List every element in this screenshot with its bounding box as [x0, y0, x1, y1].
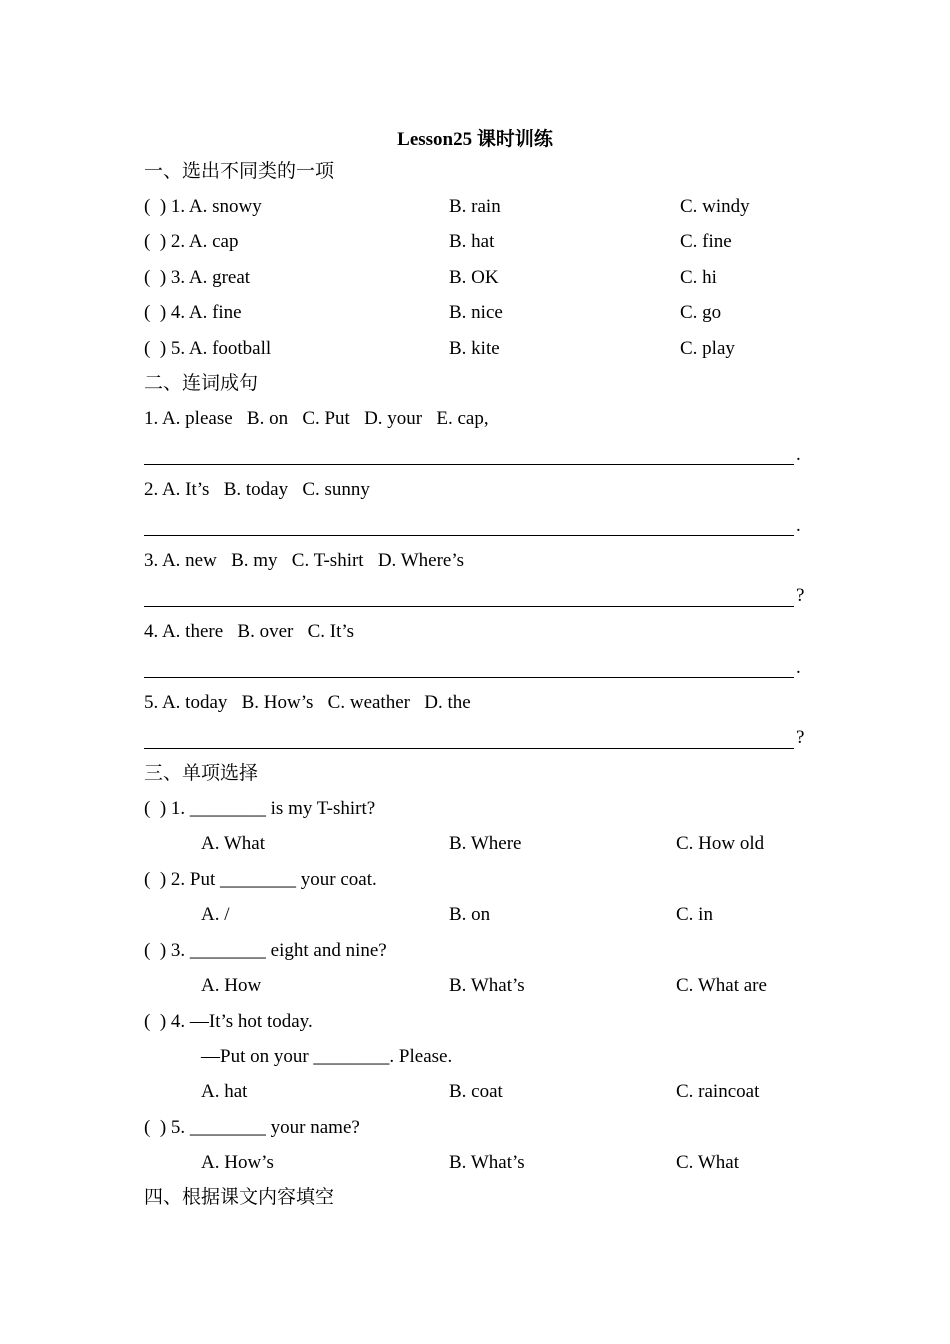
s3-q1-stem: ( ) 1. ________ is my T-shirt? — [144, 798, 376, 819]
s1-q2-option-a: ( ) 2. A. cap — [144, 231, 239, 252]
s2-q5-end-punct: ? — [796, 727, 805, 748]
section-heading-4: 四、根据课文内容填空 — [144, 1187, 335, 1208]
s2-q4-words: 4. A. there B. over C. It’s — [144, 621, 355, 642]
s3-q4-option-b: B. coat — [449, 1081, 503, 1102]
s1-q5-option-c: C. play — [680, 338, 735, 359]
s3-q4-stem: ( ) 4. —It’s hot today. — [144, 1011, 313, 1032]
s2-q5-answer-line[interactable] — [144, 724, 794, 749]
s2-q5-words: 5. A. today B. How’s C. weather D. the — [144, 692, 471, 713]
page-title: Lesson25 课时训练 — [397, 129, 553, 150]
section-heading-1: 一、选出不同类的一项 — [144, 161, 335, 182]
s1-q5-option-a: ( ) 5. A. football — [144, 338, 272, 359]
s1-q1-option-a: ( ) 1. A. snowy — [144, 196, 262, 217]
s3-q1-option-b: B. Where — [449, 833, 522, 854]
s3-q2-option-c: C. in — [676, 904, 713, 925]
s3-q5-option-b: B. What’s — [449, 1152, 525, 1173]
s2-q3-words: 3. A. new B. my C. T-shirt D. Where’s — [144, 550, 465, 571]
s2-q2-answer-line[interactable] — [144, 511, 794, 536]
s2-q4-answer-line[interactable] — [144, 653, 794, 678]
s1-q5-option-b: B. kite — [449, 338, 500, 359]
s3-q4-stem-second-line: —Put on your ________. Please. — [201, 1046, 453, 1067]
s1-q2-option-c: C. fine — [680, 231, 732, 252]
s3-q3-option-c: C. What are — [676, 975, 767, 996]
s1-q3-option-a: ( ) 3. A. great — [144, 267, 251, 288]
s3-q3-stem: ( ) 3. ________ eight and nine? — [144, 940, 387, 961]
s3-q4-option-a: A. hat — [201, 1081, 248, 1102]
s2-q2-words: 2. A. It’s B. today C. sunny — [144, 479, 370, 500]
s3-q2-stem: ( ) 2. Put ________ your coat. — [144, 869, 377, 890]
s1-q2-option-b: B. hat — [449, 231, 495, 252]
s1-q3-option-b: B. OK — [449, 267, 499, 288]
s1-q1-option-b: B. rain — [449, 196, 501, 217]
s3-q1-option-a: A. What — [201, 833, 266, 854]
s3-q1-option-c: C. How old — [676, 833, 765, 854]
s3-q2-option-b: B. on — [449, 904, 491, 925]
s1-q4-option-c: C. go — [680, 302, 722, 323]
s3-q3-option-b: B. What’s — [449, 975, 525, 996]
s2-q1-answer-line[interactable] — [144, 440, 794, 465]
s1-q1-option-c: C. windy — [680, 196, 750, 217]
s3-q2-option-a: A. / — [201, 904, 230, 925]
s2-q1-words: 1. A. please B. on C. Put D. your E. cap, — [144, 408, 489, 429]
s2-q4-end-punct: . — [796, 657, 801, 678]
s2-q1-end-punct: . — [796, 444, 801, 465]
section-heading-3: 三、单项选择 — [144, 763, 259, 784]
s2-q2-end-punct: . — [796, 515, 801, 536]
s3-q4-option-c: C. raincoat — [676, 1081, 760, 1102]
s1-q4-option-b: B. nice — [449, 302, 503, 323]
s3-q3-option-a: A. How — [201, 975, 262, 996]
s2-q3-answer-line[interactable] — [144, 582, 794, 607]
s2-q3-end-punct: ? — [796, 585, 805, 606]
section-heading-2: 二、连词成句 — [144, 373, 259, 394]
s3-q5-stem: ( ) 5. ________ your name? — [144, 1117, 360, 1138]
s1-q4-option-a: ( ) 4. A. fine — [144, 302, 242, 323]
s3-q5-option-c: C. What — [676, 1152, 739, 1173]
s1-q3-option-c: C. hi — [680, 267, 717, 288]
s3-q5-option-a: A. How’s — [201, 1152, 274, 1173]
